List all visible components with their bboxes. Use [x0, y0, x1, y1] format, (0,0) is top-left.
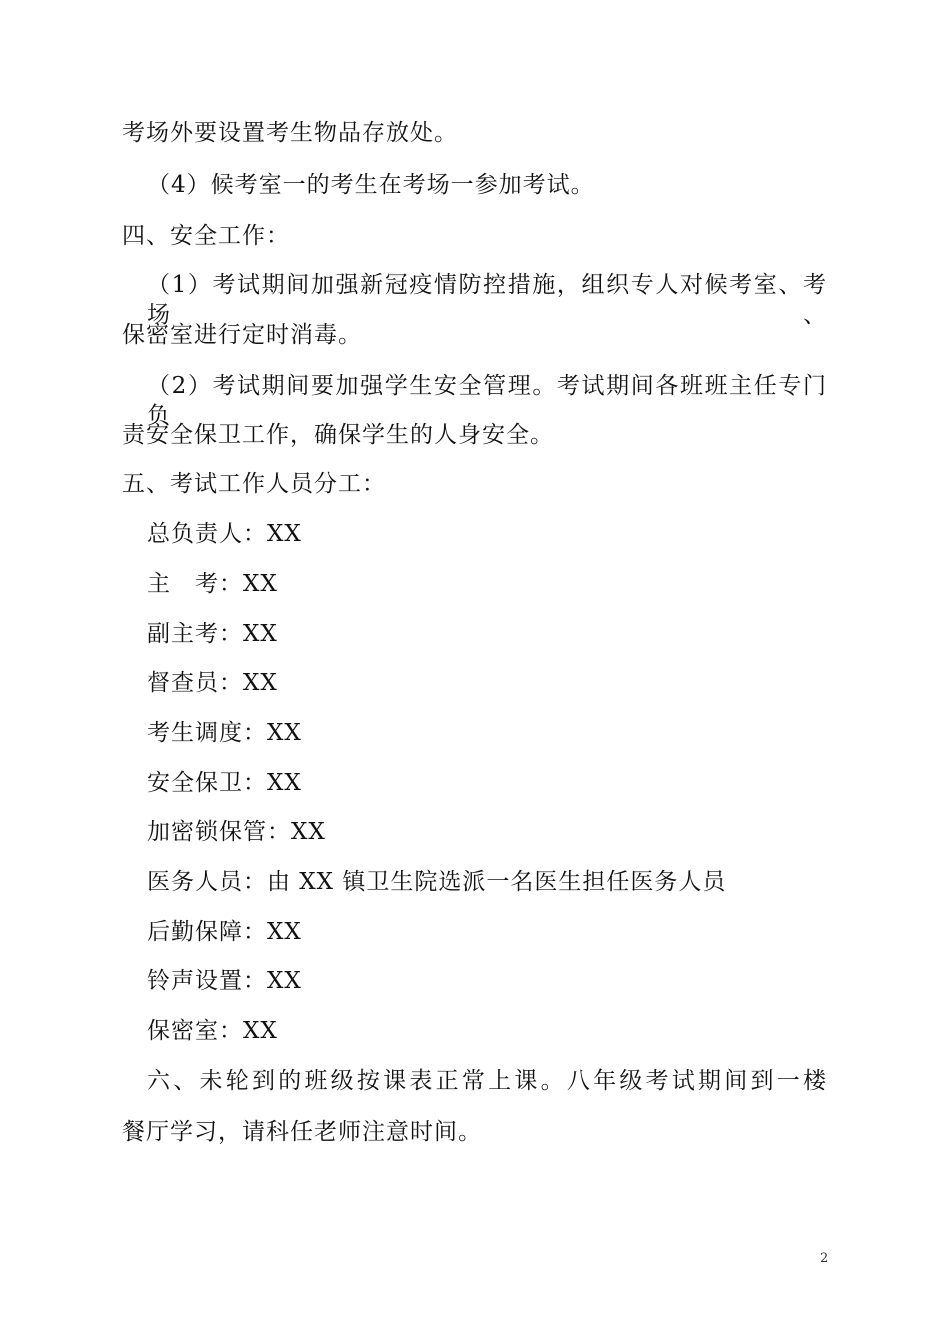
staff-item: 安全保卫：XX — [147, 770, 302, 796]
paragraph-line: （4）候考室一的考生在考场一参加考试。 — [147, 172, 595, 198]
staff-item: 医务人员：由 XX 镇卫生院选派一名医生担任医务人员 — [147, 869, 727, 895]
staff-item: 督查员：XX — [147, 670, 278, 696]
staff-item: 铃声设置：XX — [147, 968, 302, 994]
staff-item: 主 考：XX — [147, 571, 278, 597]
staff-item: 后勤保障：XX — [147, 919, 302, 945]
staff-item: 加密锁保管：XX — [147, 819, 326, 845]
paragraph-line: 责安全保卫工作，确保学生的人身安全。 — [122, 422, 554, 448]
staff-item: 保密室：XX — [147, 1018, 278, 1044]
staff-item: 考生调度：XX — [147, 720, 302, 746]
section-heading: 五、考试工作人员分工： — [122, 471, 386, 497]
paragraph-line: （2）考试期间要加强学生安全管理。考试期间各班班主任专门负 — [147, 373, 827, 429]
paragraph-line: （1）考试期间加强新冠疫情防控措施，组织专人对候考室、考场、 — [147, 272, 827, 328]
paragraph-line: 餐厅学习，请科任老师注意时间。 — [122, 1119, 482, 1145]
paragraph-line: 保密室进行定时消毒。 — [122, 322, 362, 348]
section-heading: 四、安全工作： — [122, 223, 290, 249]
section-heading: 六、未轮到的班级按课表正常上课。八年级考试期间到一楼 — [147, 1068, 827, 1094]
paragraph-line: 考场外要设置考生物品存放处。 — [122, 120, 458, 146]
staff-item: 总负责人：XX — [147, 521, 302, 547]
staff-item: 副主考：XX — [147, 621, 278, 647]
page-number: 2 — [820, 1251, 829, 1266]
